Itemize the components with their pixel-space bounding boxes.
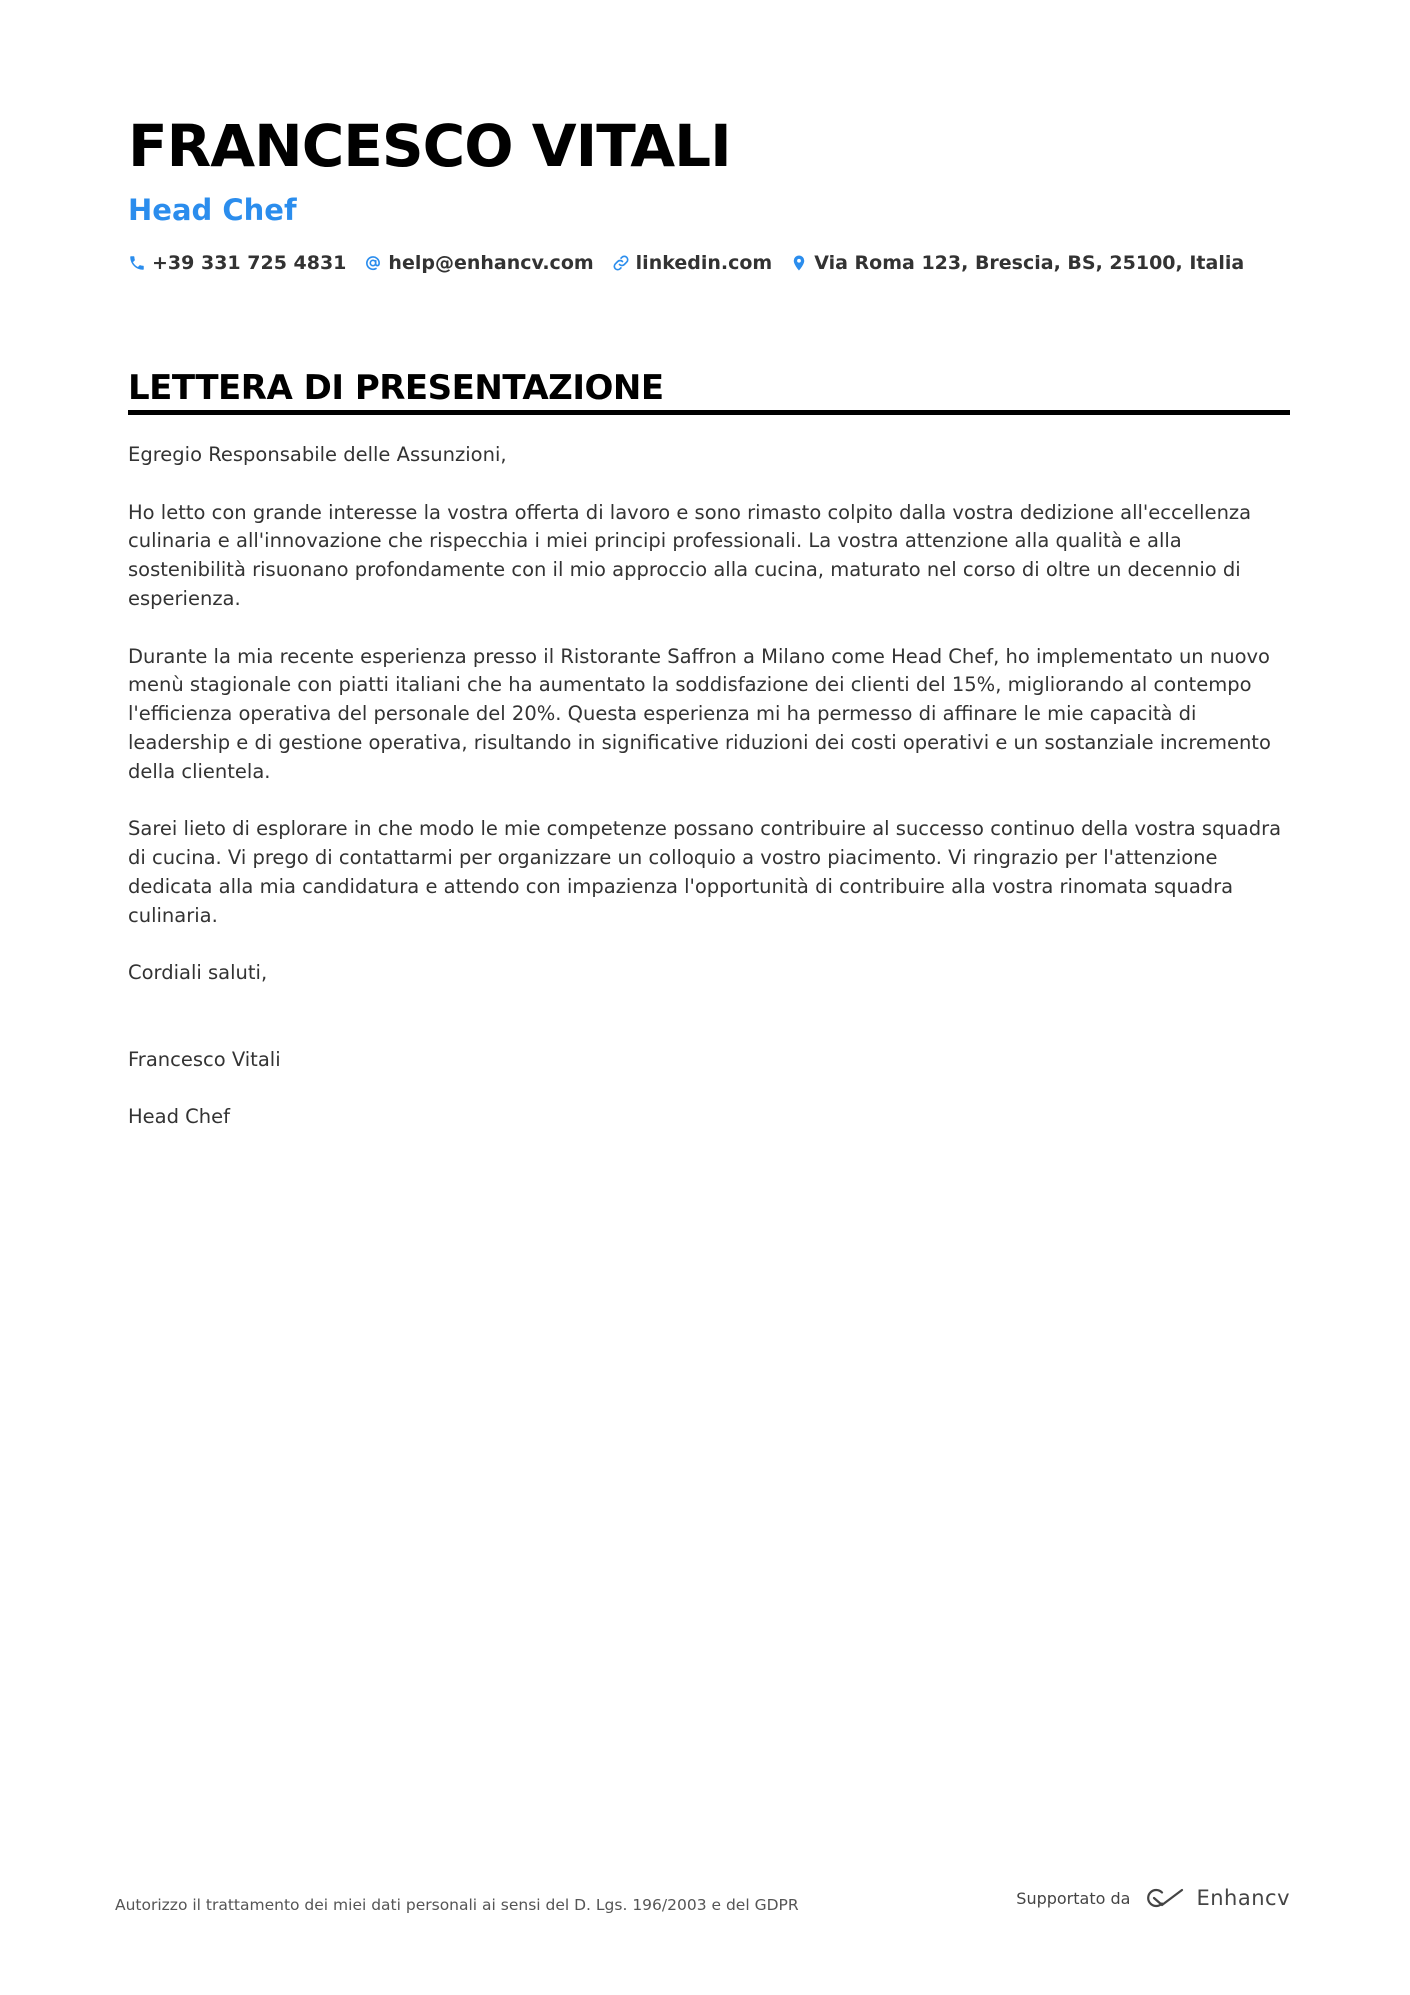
letter-paragraph: Sarei lieto di esplorare in che modo le mie competenze possano contribuire al successo continuo della vostra squadra di cucina. Vi prego di contattarmi per organizzare un colloquio a vostro piacimento. Vi ringrazio per l'attenzione dedicata alla mia candidatura e attendo con impazienza l'opportunità di contribuire alla vostra rinomata squadra culinaria. — [128, 817, 1282, 927]
contact-phone[interactable] — [128, 252, 346, 274]
link-icon — [612, 254, 630, 272]
linkedin-text: linkedin.com — [635, 252, 773, 274]
contact-address — [790, 252, 1244, 274]
applicant-name: FRANCESCO VITALI — [128, 112, 731, 180]
contact-email[interactable] — [364, 252, 593, 274]
enhancv-logo-icon — [1142, 1886, 1188, 1910]
contact-linkedin[interactable] — [612, 252, 773, 274]
section-divider — [128, 410, 1290, 415]
email-text: help@enhancv.com — [388, 252, 594, 274]
letter-paragraph: Ho letto con grande interesse la vostra offerta di lavoro e sono rimasto colpito dalla vostra dedizione all'eccellenza culinaria e all'innovazione che rispecchia i miei principi professionali. La vostra attenzione alla qualità e alla sostenibilità risuonano profondamente con il mio approccio alla cucina, maturato nel corso di oltre un decennio di esperienza. — [128, 500, 1252, 610]
enhancv-brand-name: Enhancv — [1196, 1886, 1290, 1910]
letter-body — [128, 441, 1290, 1161]
signature-title: Head Chef — [128, 1105, 231, 1129]
phone-text: +39 331 725 4831 — [152, 252, 347, 274]
section-title: LETTERA DI PRESENTAZIONE — [128, 368, 664, 408]
signature-name: Francesco Vitali — [128, 1047, 281, 1071]
location-pin-icon — [790, 254, 808, 272]
address-text: Via Roma 123, Brescia, BS, 25100, Italia — [814, 252, 1245, 274]
applicant-role: Head Chef — [128, 193, 297, 227]
at-icon — [364, 254, 382, 272]
phone-icon — [128, 254, 146, 272]
letter-paragraph: Durante la mia recente esperienza presso il Ristorante Saffron a Milano come Head Chef, ho implementato un nuovo menù stagionale con piatti italiani che ha aumentato la soddisfazione dei clienti del 15%, migliorando al contempo l'efficienza operativa del personale del 20%. Questa esperienza mi ha permesso di affinare le mie capacità di leadership e di gestione operativa, risultando in significative riduzioni dei costi operativi e un sostanziale incremento della clientela. — [128, 644, 1271, 783]
powered-by[interactable] — [1016, 1886, 1290, 1910]
letter-closing: Cordiali saluti, — [128, 961, 268, 985]
privacy-consent: Autorizzo il trattamento dei miei dati personali ai sensi del D. Lgs. 196/2003 e del GDPR — [115, 1896, 799, 1914]
contact-bar — [128, 252, 1262, 274]
powered-by-label: Supportato da — [1016, 1888, 1131, 1908]
letter-salutation: Egregio Responsabile delle Assunzioni, — [128, 443, 507, 466]
